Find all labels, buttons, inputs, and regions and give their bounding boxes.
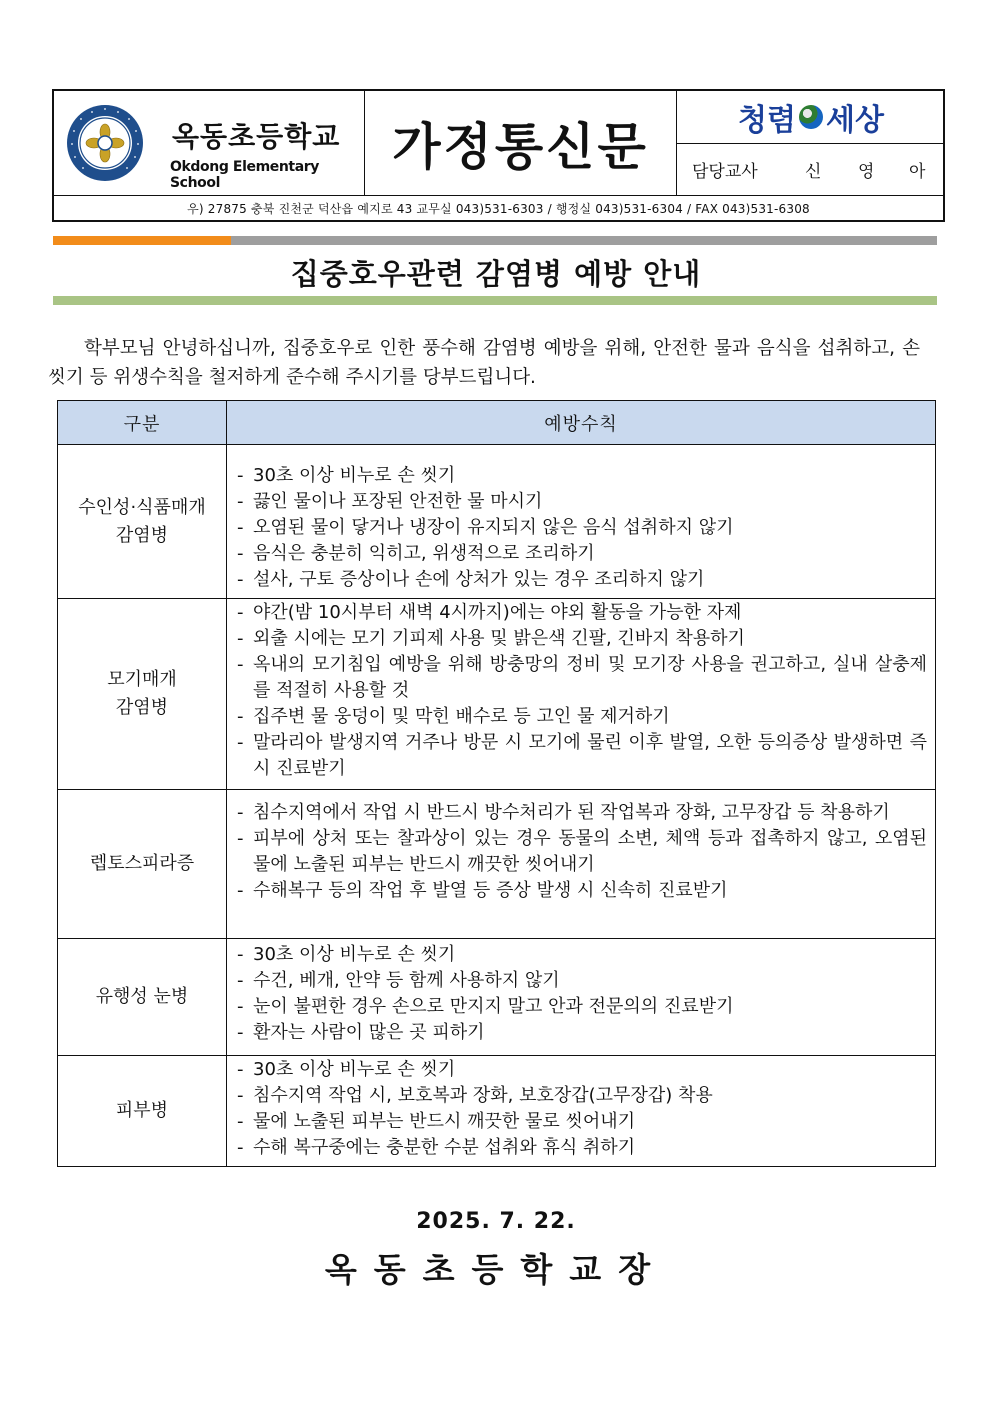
teacher-label: 담당교사 — [692, 162, 758, 182]
rule-item: - 침수지역에서 작업 시 반드시 방수처리가 된 작업복과 장화, 고무장갑 등 착용하기 — [235, 800, 927, 826]
school-emblem-icon — [66, 104, 144, 182]
letterhead-top-row — [54, 91, 943, 196]
rule-item: - 설사, 구토 증상이나 손에 상처가 있는 경우 조리하지 않기 — [235, 567, 927, 593]
rule-item: - 눈이 불편한 경우 손으로 만지지 말고 안과 전문의의 진료받기 — [235, 994, 927, 1020]
school-name-korean: 옥동초등학교 — [172, 120, 341, 153]
category-label: 감염병 — [115, 697, 169, 718]
school-name-english: Okdong Elementary School — [170, 159, 319, 191]
rules-cell — [227, 445, 936, 599]
rule-item: - 수해복구 등의 작업 후 발열 등 증상 발생 시 신속히 진료받기 — [235, 878, 927, 904]
bottom-accent-bar — [53, 296, 937, 305]
category-label: 모기매개 — [107, 669, 177, 690]
table-row — [58, 599, 936, 790]
table-row — [58, 939, 936, 1056]
rule-item: - 환자는 사람이 많은 곳 피하기 — [235, 1020, 927, 1046]
category-label: 감염병 — [115, 524, 169, 546]
teacher-name-char: 영 — [858, 162, 875, 182]
rule-item: - 피부에 상처 또는 찰과상이 있는 경우 동물의 소변, 체액 등과 접촉하지 않고, 오염된 물에 노출된 피부는 반드시 깨끗한 씻어내기 — [235, 826, 927, 878]
table-header-row — [58, 401, 936, 445]
teacher-name-char: 아 — [909, 162, 926, 182]
rule-item: - 30초 이상 비누로 손 씻기 — [235, 1057, 927, 1083]
slogan-right: 세상 — [826, 103, 884, 138]
rule-item: - 외출 시에는 모기 기피제 사용 및 밝은색 긴팔, 긴바지 착용하기 — [235, 626, 927, 652]
category-cell — [58, 939, 227, 1056]
rule-item: - 수해 복구중에는 충분한 수분 섭취와 휴식 취하기 — [235, 1135, 927, 1161]
category-label: 유행성 눈병 — [95, 986, 189, 1007]
newsletter-title-cell — [365, 91, 677, 195]
category-cell — [58, 599, 227, 790]
intro-paragraph: 학부모님 안녕하십니까, 집중호우로 인한 풍수해 감염병 예방을 위해, 안전한 물과 음식을 섭취하고, 손씻기 등 위생수칙을 철저하게 준수해 주시기를 당부드립니다. — [48, 338, 920, 388]
rule-item: - 옥내의 모기침입 예방을 위해 방충망의 정비 및 모기장 사용을 권고하고, 실내 살충제를 적절히 사용할 것 — [235, 652, 927, 704]
newsletter-title: 가정통신문 — [392, 118, 649, 176]
prevention-table — [57, 400, 936, 1167]
teacher-row — [677, 144, 945, 195]
globe-icon — [799, 105, 823, 129]
rule-item: - 침수지역 작업 시, 보호복과 장화, 보호장갑(고무장갑) 착용 — [235, 1083, 927, 1109]
rule-item: - 집주변 물 웅덩이 및 막힌 배수로 등 고인 물 제거하기 — [235, 704, 927, 730]
rule-item: - 오염된 물이 닿거나 냉장이 유지되지 않은 음식 섭취하지 않기 — [235, 515, 927, 541]
rule-item: - 30초 이상 비누로 손 씻기 — [235, 942, 927, 968]
category-label: 피부병 — [115, 1100, 169, 1121]
category-cell — [58, 1056, 227, 1167]
header-rules: 예방수칙 — [227, 401, 936, 445]
category-cell — [58, 790, 227, 939]
rule-item: - 음식은 충분히 익히고, 위생적으로 조리하기 — [235, 541, 927, 567]
letterhead — [52, 89, 945, 222]
header-category: 구분 — [58, 401, 227, 445]
accent-bar-orange — [53, 236, 231, 245]
rule-item: - 끓인 물이나 포장된 안전한 물 마시기 — [235, 489, 927, 515]
rules-cell — [227, 1056, 936, 1167]
slogan-left: 청렴 — [738, 103, 796, 138]
rule-item: - 30초 이상 비누로 손 씻기 — [235, 463, 927, 489]
rules-cell — [227, 790, 936, 939]
category-cell — [58, 445, 227, 599]
table-row — [58, 445, 936, 599]
school-cell — [54, 91, 365, 195]
rules-cell — [227, 599, 936, 790]
slogan-box — [677, 91, 945, 144]
table-row — [58, 790, 936, 939]
category-label: 수인성·식품매개 — [78, 496, 206, 518]
rule-item: - 야간(밤 10시부터 새벽 4시까지)에는 야외 활동을 가능한 자제 — [235, 600, 927, 626]
accent-bar-gray — [231, 236, 937, 245]
info-cell — [677, 91, 945, 195]
issue-date: 2025. 7. 22. — [416, 1209, 576, 1234]
teacher-name-char: 신 — [805, 162, 822, 182]
document-title: 집중호우관련 감염병 예방 안내 — [290, 257, 702, 291]
rules-cell — [227, 939, 936, 1056]
category-label: 렙토스피라증 — [89, 853, 195, 874]
rule-item: - 수건, 베개, 안약 등 함께 사용하지 않기 — [235, 968, 927, 994]
rule-item: - 말라리아 발생지역 거주나 방문 시 모기에 물린 이후 발열, 오한 등의증상 발생하면 즉시 진료받기 — [235, 730, 927, 782]
principal-signature: 옥동초등학교장 — [324, 1250, 668, 1289]
school-address: 우) 27875 충북 진천군 덕산읍 예지로 43 교무실 043)531-6303 / 행정실 043)531-6304 / FAX 043)531-6308 — [187, 201, 810, 216]
rule-item: - 물에 노출된 피부는 반드시 깨끗한 물로 씻어내기 — [235, 1109, 927, 1135]
table-row — [58, 1056, 936, 1167]
top-accent-bar — [53, 236, 937, 245]
integrity-slogan — [738, 95, 884, 139]
